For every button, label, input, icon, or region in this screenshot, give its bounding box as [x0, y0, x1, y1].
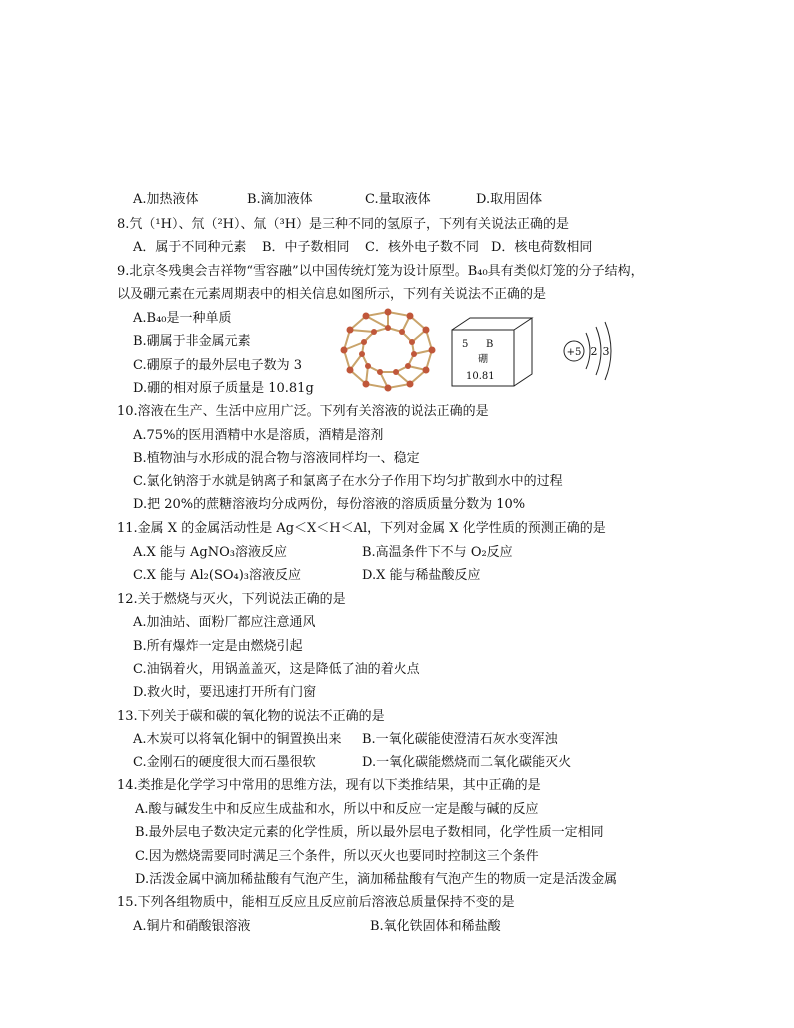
q8-option-b: B．中子数相同 [262, 240, 350, 255]
q7-option-b: B.滴加液体 [247, 192, 313, 207]
b40-molecule-image [340, 308, 436, 392]
element-symbol: B [486, 339, 494, 350]
q9-option-b: B.硼属于非金属元素 [133, 334, 251, 349]
q9-option-c: C.硼原子的最外层电子数为 3 [133, 358, 303, 373]
q11-option-c: C.X 能与 Al₂(SO₄)₃溶液反应 [133, 568, 302, 583]
q12-stem: 12.关于燃烧与灭火，下列说法正确的是 [117, 592, 346, 607]
q8-option-c: C．核外电子数不同 [365, 240, 479, 255]
q13-option-c: C.金刚石的硬度很大而石墨很软 [133, 755, 316, 770]
q7-option-c: C.量取液体 [365, 192, 431, 207]
element-number: 5 [462, 339, 469, 350]
q14-option-d: D.活泼金属中滴加稀盐酸有气泡产生，滴加稀盐酸有气泡产生的物质一定是活泼金属 [135, 872, 618, 887]
q13-option-d: D.一氧化碳能燃烧而二氧化碳能灭火 [362, 755, 572, 770]
q9-stem-line1: 9.北京冬残奥会吉祥物“雪容融”以中国传统灯笼为设计原型。B₄₀具有类似灯笼的分子结构， [117, 264, 644, 279]
q10-option-c: C.氯化钠溶于水就是钠离子和氯离子在水分子作用下均匀扩散到水中的过程 [133, 474, 563, 489]
q13-stem: 13.下列关于碳和碳的氧化物的说法不正确的是 [117, 709, 385, 724]
boron-atom-diagram [560, 318, 620, 384]
element-name: 硼 [478, 354, 488, 365]
q9-stem-line2: 以及硼元素在元素周期表中的相关信息如图所示，下列有关说法不正确的是 [117, 287, 547, 302]
q11-option-d: D.X 能与稀盐酸反应 [362, 568, 481, 583]
q14-option-b: B.最外层电子数决定元素的化学性质，所以最外层电子数相同，化学性质一定相同 [135, 825, 604, 840]
q10-stem: 10.溶液在生产、生活中应用广泛。下列有关溶液的说法正确的是 [117, 404, 489, 419]
q14-option-c: C.因为燃烧需要同时满足三个条件，所以灭火也要同时控制这三个条件 [135, 849, 539, 864]
shell-1-electrons: 2 [590, 345, 598, 358]
q7-option-d: D.取用固体 [476, 192, 543, 207]
boron-element-card [450, 316, 540, 388]
q12-option-d: D.救火时，要迅速打开所有门窗 [133, 685, 317, 700]
q11-stem: 11.金属 X 的金属活动性是 Ag＜X＜H＜Al，下列对金属 X 化学性质的预测正确的是 [117, 521, 606, 536]
q13-option-a: A.木炭可以将氧化铜中的铜置换出来 [133, 732, 342, 747]
q12-option-c: C.油锅着火，用锅盖盖灭，这是降低了油的着火点 [133, 662, 420, 677]
q12-option-b: B.所有爆炸一定是由燃烧引起 [133, 639, 303, 654]
shell-2-electrons: 3 [602, 345, 610, 358]
q15-option-b: B.氧化铁固体和稀盐酸 [370, 919, 501, 934]
element-mass: 10.81 [466, 371, 495, 382]
q8-stem: 8.氕（¹H）、氘（²H）、氚（³H）是三种不同的氢原子，下列有关说法正确的是 [117, 217, 570, 232]
q8-option-a: A．属于不同种元素 [133, 240, 247, 255]
nucleus-charge: +5 [566, 347, 582, 358]
q15-stem: 15.下列各组物质中，能相互反应且反应前后溶液总质量保持不变的是 [117, 895, 515, 910]
q7-option-a: A.加热液体 [133, 192, 199, 207]
q8-option-d: D．核电荷数相同 [491, 240, 593, 255]
q13-option-b: B.一氧化碳能使澄清石灰水变浑浊 [362, 732, 558, 747]
q9-option-d: D.硼的相对原子质量是 10.81g [133, 381, 314, 396]
q9-option-a: A.B₄₀是一种单质 [133, 311, 232, 326]
q11-option-a: A.X 能与 AgNO₃溶液反应 [133, 545, 287, 560]
q11-option-b: B.高温条件下不与 O₂反应 [362, 545, 513, 560]
q15-option-a: A.铜片和硝酸银溶液 [133, 919, 251, 934]
q14-option-a: A.酸与碱发生中和反应生成盐和水，所以中和反应一定是酸与碱的反应 [135, 802, 539, 817]
q14-stem: 14.类推是化学学习中常用的思维方法，现有以下类推结果，其中正确的是 [117, 778, 541, 793]
q10-option-a: A.75%的医用酒精中水是溶质，酒精是溶剂 [133, 428, 384, 443]
q10-option-d: D.把 20%的蔗糖溶液均分成两份，每份溶液的溶质质量分数为 10% [133, 497, 526, 512]
q12-option-a: A.加油站、面粉厂都应注意通风 [133, 615, 316, 630]
q10-option-b: B.植物油与水形成的混合物与溶液同样均一、稳定 [133, 451, 420, 466]
